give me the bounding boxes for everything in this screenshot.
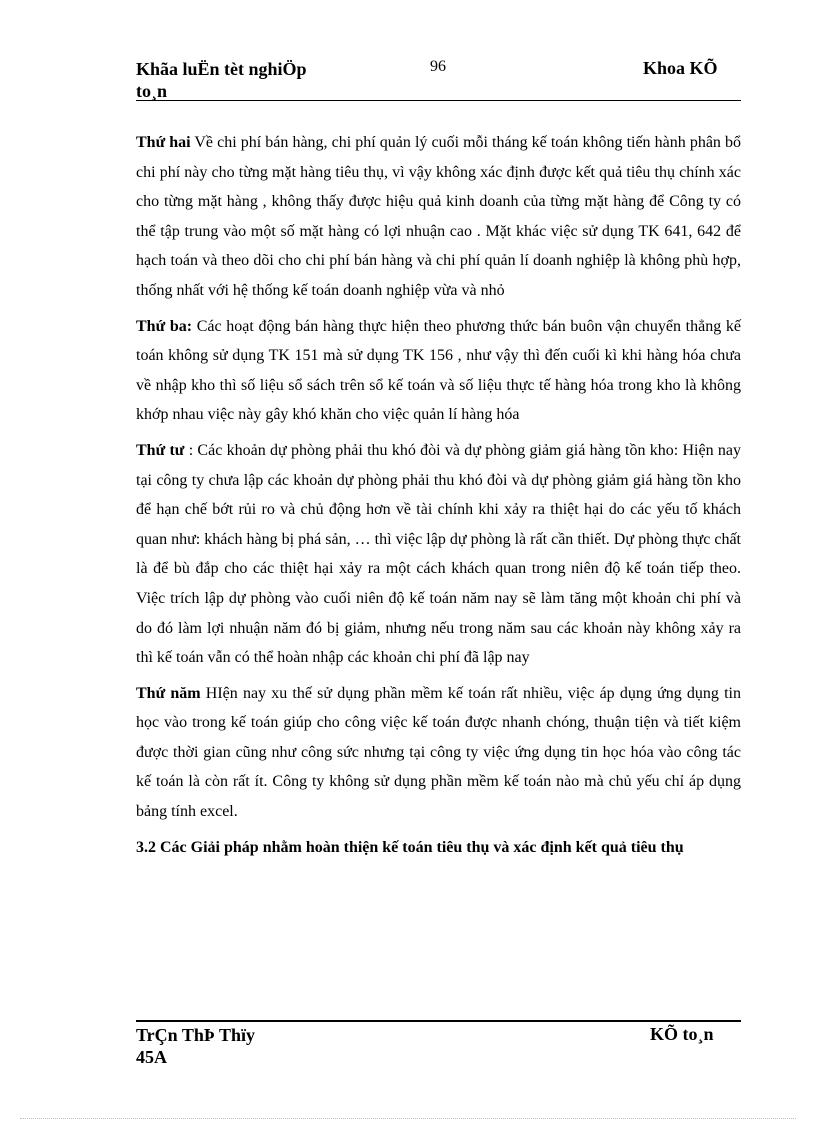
header-left-line1: Khãa luËn tèt nghiÖp xyxy=(136,59,307,79)
footer-right: KÕ to¸n xyxy=(650,1024,714,1044)
paragraph-thu-hai xyxy=(136,128,741,306)
paragraph-thu-ba xyxy=(136,312,741,430)
header-rule xyxy=(136,100,741,101)
paragraph-text: HIện nay xu thế sử dụng phần mềm kế toán rất nhiều, việc áp dụng ứng dụng tin học vào trong kế toán giúp cho công việc kế toán được nhanh chóng, thuận tiện và tiết kiệm được thời gian cũng như công sức nhưng tại công ty việc ứng dụng tin học hóa vào công tác kế toán là còn rất ít. Công ty không sử dụng phần mềm kế toán nào mà chủ yếu chỉ áp dụng bảng tính excel. xyxy=(136,684,741,821)
page-edge-divider xyxy=(20,1118,796,1119)
footer-left xyxy=(136,1024,336,1068)
section-heading: 3.2 Các Giải pháp nhằm hoàn thiện kế toán tiêu thụ và xác định kết quả tiêu thụ xyxy=(136,838,684,856)
page-number: 96 xyxy=(430,58,446,75)
paragraph-text: : Các khoản dự phòng phải thu khó đòi và dự phòng giảm giá hàng tồn kho: Hiện nay tại công ty chưa lập các khoản dự phòng phải thu khó đòi và dự phòng giảm giá hàng tồn kho để hạn chế bớt rủi ro và chủ động hơn về tài chính khi xảy ra thiệt hại do các yếu tố khách quan như: khách hàng bị phá sản, … thì việc lập dự phòng là rất cần thiết. Dự phòng thực chất là để bù đắp cho các thiệt hại xảy ra một cách khách quan trong niên độ kế toán tiếp theo. Việc trích lập dự phòng vào cuối niên độ kế toán năm nay sẽ làm tăng một khoản chi phí và do đó làm lợi nhuận năm đó bị giảm, nhưng nếu trong năm sau các khoản này không xảy ra thì kế toán vẫn có thể hoàn nhập các khoản chi phí đã lập nay xyxy=(136,441,741,667)
header-right: Khoa KÕ xyxy=(643,58,718,78)
body-text xyxy=(136,128,741,868)
footer-left-line2: 45A xyxy=(136,1047,167,1067)
paragraph-thu-tu xyxy=(136,436,741,673)
footer-left-line1: TrÇn ThÞ Thïy xyxy=(136,1025,256,1045)
paragraph-lead: Thứ năm xyxy=(136,684,201,702)
header-left-line2: to¸n xyxy=(136,81,167,101)
footer-rule xyxy=(136,1020,741,1022)
paragraph-text: Về chi phí bán hàng, chi phí quản lý cuối mỗi tháng kế toán không tiến hành phân bổ chi phí này cho từng mặt hàng tiêu thụ, vì vậy không xác định được kết quả tiêu thụ chính xác cho từng mặt hàng , không thấy được hiệu quả kinh doanh của từng mặt hàng để Công ty có thể tập trung vào một số mặt hàng có lợi nhuận cao . Mặt khác việc sử dụng TK 641, 642 để hạch toán và theo dõi cho chi phí bán hàng và chi phí quản lí doanh nghiệp là không phù hợp, thống nhất với hệ thống kế toán doanh nghiệp vừa và nhỏ xyxy=(136,134,741,299)
paragraph-thu-nam xyxy=(136,679,741,827)
paragraph-lead: Thứ hai xyxy=(136,134,191,151)
paragraph-lead: Thứ ba: xyxy=(136,317,193,335)
paragraph-text: Các hoạt động bán hàng thực hiện theo phương thức bán buôn vận chuyển thẳng kế toán không sử dụng TK 151 mà sử dụng TK 156 , như vậy thì đến cuối kì khi hàng hóa chưa về nhập kho thì số liệu sổ sách trên sổ kế toán và số liệu thực tế hàng hóa trong kho là không khớp nhau việc này gây khó khăn cho việc quản lí hàng hóa xyxy=(136,317,741,424)
header-left xyxy=(136,58,366,102)
paragraph-lead: Thứ tư xyxy=(136,441,185,459)
